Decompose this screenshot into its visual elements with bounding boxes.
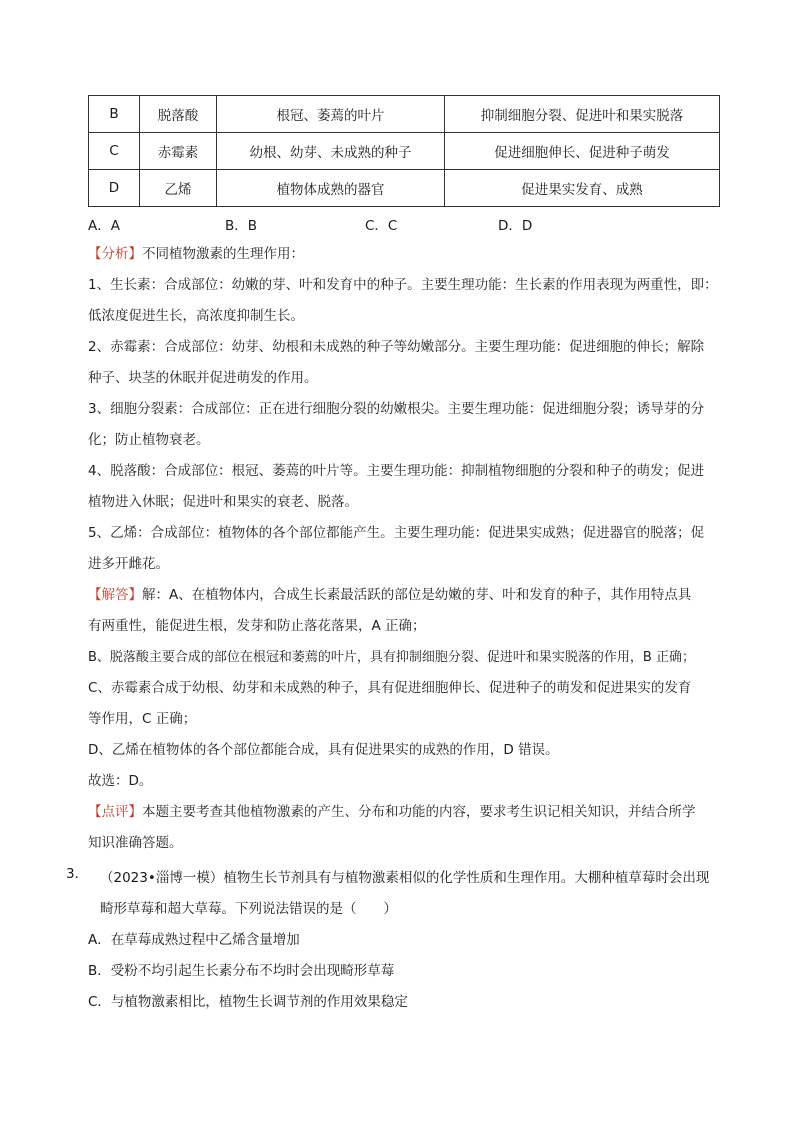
table-row: [89, 170, 720, 207]
analysis-line: 种子、块茎的休眠并促进萌发的作用。: [88, 370, 318, 386]
function-cell: 促进果实发育、成熟: [445, 170, 720, 207]
option-d: D．D: [498, 218, 533, 234]
answer-tag: 【解答】: [88, 587, 142, 603]
analysis-section: [88, 239, 722, 859]
analysis-tag: 【分析】: [88, 246, 142, 262]
answer-line: 故选：D。: [88, 773, 153, 789]
analysis-line: 化；防止植物衰老。: [88, 432, 210, 448]
hormone-cell: 脱落酸: [140, 96, 217, 133]
review-tag: 【点评】: [88, 804, 142, 820]
answer-line: B、脱落酸主要合成的部位在根冠和萎蔫的叶片，具有抑制细胞分裂、促进叶和果实脱落的作用，B 正确；: [88, 650, 695, 665]
analysis-line: 植物进入休眠；促进叶和果实的衰老、脱落。: [88, 494, 358, 510]
site-cell: 根冠、萎蔫的叶片: [217, 96, 445, 133]
analysis-line: 4、脱落酸：合成部位：根冠、萎蔫的叶片等。主要生理功能：抑制植物细胞的分裂和种子的萌发；促进: [88, 463, 705, 479]
question-choice[interactable]: B．受粉不均引起生长素分布不均时会出现畸形草莓: [88, 963, 395, 979]
function-cell: 抑制细胞分裂、促进叶和果实脱落: [445, 96, 720, 133]
answer-line: 等作用，C 正确；: [88, 711, 197, 727]
function-cell: 促进细胞伸长、促进种子萌发: [445, 133, 720, 170]
option-a: A．A: [88, 218, 120, 234]
answer-line: C、赤霉素合成于幼根、幼芽和未成熟的种子，具有促进细胞伸长、促进种子的萌发和促进果实的发育: [88, 680, 692, 696]
question-line: 畸形草莓和超大草莓。下列说法错误的是（ ）: [100, 901, 397, 917]
question-line: （2023•淄博一模）植物生长节剂具有与植物激素相似的化学性质和生理作用。大棚种植草莓时会出现: [100, 870, 710, 886]
analysis-line: 5、乙烯：合成部位：植物体的各个部位都能产生。主要生理功能：促进果实成熟；促进器官的脱落；促: [88, 525, 705, 541]
review-first-line: 本题主要考查其他植物激素的产生、分布和功能的内容，要求考生识记相关知识，并结合所学: [142, 804, 696, 820]
analysis-line: 2、赤霉素：合成部位：幼芽、幼根和未成熟的种子等幼嫩部分。主要生理功能：促进细胞的伸长；解除: [88, 339, 705, 355]
answer-line: D、乙烯在植物体的各个部位都能合成，具有促进果实的成熟的作用，D 错误。: [88, 742, 559, 758]
question-choice[interactable]: C．与植物激素相比，植物生长调节剂的作用效果稳定: [88, 994, 408, 1010]
option-c: C．C: [365, 218, 398, 234]
analysis-line: 进多开雌花。: [88, 556, 169, 572]
analysis-intro: 不同植物激素的生理作用：: [142, 246, 304, 262]
hormone-table: [88, 95, 720, 207]
table-row: [89, 96, 720, 133]
site-cell: 幼根、幼芽、未成熟的种子: [217, 133, 445, 170]
hormone-cell: 乙烯: [140, 170, 217, 207]
question-choice[interactable]: A．在草莓成熟过程中乙烯含量增加: [88, 932, 300, 948]
option-b: B．B: [225, 218, 258, 234]
hormone-cell: 赤霉素: [140, 133, 217, 170]
option-letter-cell: D: [89, 170, 140, 207]
question-choices: [88, 925, 708, 1018]
option-letter-cell: C: [89, 133, 140, 170]
answer-line: 有两重性，能促进生根，发芽和防止落花落果，A 正确；: [88, 618, 426, 634]
analysis-line: 低浓度促进生长，高浓度抑制生长。: [88, 308, 304, 324]
analysis-line: 3、细胞分裂素：合成部位：正在进行细胞分裂的幼嫩根尖。主要生理功能：促进细胞分裂；诱导芽的分: [88, 401, 705, 417]
analysis-line: 1、生长素：合成部位：幼嫩的芽、叶和发育中的种子。主要生理功能：生长素的作用表现为两重性，即：: [88, 277, 718, 293]
answer-options: [88, 214, 688, 234]
table-row: [89, 133, 720, 170]
question-stem: [100, 863, 722, 925]
answer-first-line: 解：A、在植物体内，合成生长素最活跃的部位是幼嫩的芽、叶和发育的种子，其作用特点具: [142, 587, 692, 603]
question-number: 3.: [66, 866, 79, 882]
site-cell: 植物体成熟的器官: [217, 170, 445, 207]
option-letter-cell: B: [89, 96, 140, 133]
review-line: 知识准确答题。: [88, 835, 183, 851]
